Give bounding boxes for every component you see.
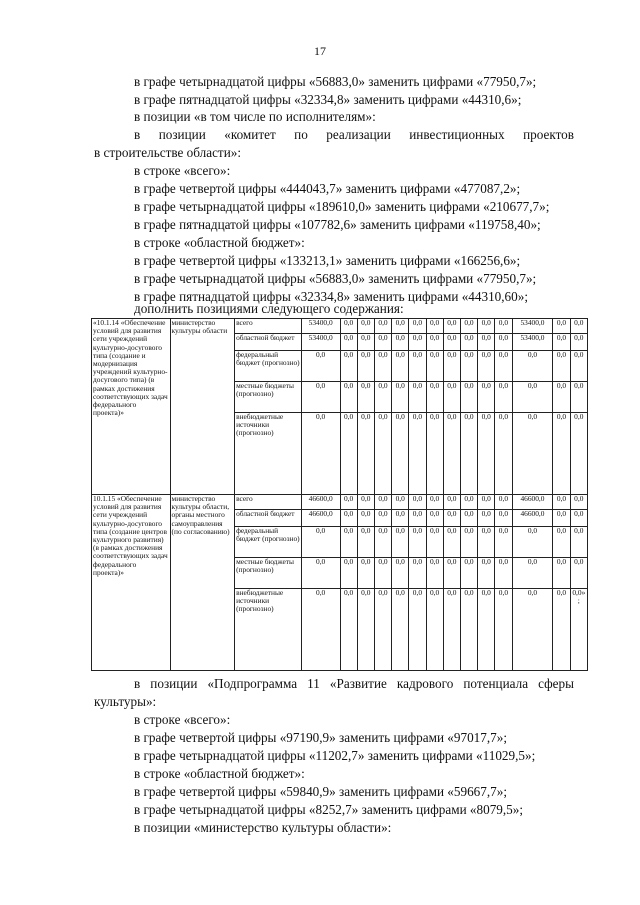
value-cell: 0,0: [409, 334, 426, 351]
value-cell: 0,0: [392, 413, 409, 495]
measure-name-cell: «10.1.14 «Обеспечение условий для развития сети учреждений культурно-досугового типа (создание и модернизация учреждений культурно-досугового типа) (в рамках достижения соответствующих задач федерального проекта)»: [92, 319, 171, 495]
value-cell: 0,0: [426, 495, 443, 510]
value-cell: 0,0: [553, 527, 570, 558]
value-cell: 46600,0: [512, 510, 553, 527]
value-cell: 0,0»;: [570, 589, 587, 671]
value-cell: 0,0: [340, 334, 357, 351]
value-cell: 0,0: [570, 334, 587, 351]
value-cell: 0,0: [553, 510, 570, 527]
value-cell: 0,0: [570, 351, 587, 382]
value-cell: 0,0: [374, 382, 391, 413]
value-cell: 0,0: [374, 510, 391, 527]
value-cell: 0,0: [553, 319, 570, 334]
value-cell: 0,0: [478, 527, 495, 558]
funding-source-cell: внебюджетные источники (прогнозно): [235, 589, 302, 671]
value-cell: 0,0: [374, 558, 391, 589]
value-cell: 0,0: [478, 413, 495, 495]
value-cell: 0,0: [357, 527, 374, 558]
value-cell: 0,0: [392, 558, 409, 589]
total-cell: 0,0: [301, 382, 340, 413]
responsible-cell: министерство культуры области, органы местного самоуправления (по согласованию): [170, 495, 235, 671]
value-cell: 0,0: [392, 334, 409, 351]
value-cell: 0,0: [426, 510, 443, 527]
value-cell: 0,0: [460, 510, 477, 527]
text-line: в графе пятнадцатой цифры «32334,8» заменить цифрами «44310,60»;: [134, 289, 529, 304]
value-cell: 0,0: [570, 510, 587, 527]
value-cell: 0,0: [409, 589, 426, 671]
value-cell: 0,0: [495, 382, 512, 413]
value-cell: 0,0: [460, 413, 477, 495]
text-line: в строке «областной бюджет»:: [134, 235, 305, 250]
value-cell: 0,0: [443, 382, 460, 413]
value-cell: 0,0: [357, 351, 374, 382]
text-line: в позиции «в том числе по исполнителям»:: [134, 109, 376, 124]
value-cell: 0,0: [460, 351, 477, 382]
total-cell: 53400,0: [301, 319, 340, 334]
value-cell: 0,0: [478, 589, 495, 671]
value-cell: 0,0: [478, 495, 495, 510]
value-cell: 0,0: [443, 319, 460, 334]
value-cell: 53400,0: [512, 319, 553, 334]
value-cell: 0,0: [570, 413, 587, 495]
value-cell: 0,0: [340, 495, 357, 510]
value-cell: 0,0: [478, 558, 495, 589]
funding-source-cell: внебюджетные источники (прогнозно): [235, 413, 302, 495]
text-line: в позиции «министерство культуры области»:: [134, 820, 392, 835]
text-line: культуры»:: [94, 694, 157, 709]
text-line: в графе четырнадцатой цифры «56883,0» заменить цифрами «77950,7»;: [134, 74, 537, 89]
text-line: в графе пятнадцатой цифры «32334,8» заменить цифрами «44310,6»;: [134, 92, 522, 107]
value-cell: 0,0: [392, 382, 409, 413]
value-cell: 0,0: [374, 319, 391, 334]
value-cell: 0,0: [426, 589, 443, 671]
value-cell: 0,0: [409, 495, 426, 510]
value-cell: 0,0: [357, 319, 374, 334]
value-cell: 0,0: [374, 351, 391, 382]
value-cell: 0,0: [495, 413, 512, 495]
text-line: в строке «всего»:: [134, 712, 231, 727]
funding-source-cell: местные бюджеты (прогнозно): [235, 382, 302, 413]
total-cell: 53400,0: [301, 334, 340, 351]
value-cell: 53400,0: [512, 334, 553, 351]
value-cell: 0,0: [570, 382, 587, 413]
value-cell: 0,0: [495, 510, 512, 527]
value-cell: 0,0: [357, 558, 374, 589]
value-cell: 0,0: [409, 413, 426, 495]
value-cell: 0,0: [460, 589, 477, 671]
table-row: [92, 495, 588, 510]
value-cell: 0,0: [426, 527, 443, 558]
value-cell: 0,0: [570, 495, 587, 510]
value-cell: 0,0: [426, 351, 443, 382]
value-cell: 0,0: [340, 558, 357, 589]
value-cell: 0,0: [460, 527, 477, 558]
value-cell: 0,0: [553, 334, 570, 351]
value-cell: 0,0: [340, 382, 357, 413]
value-cell: 0,0: [340, 589, 357, 671]
value-cell: 0,0: [512, 382, 553, 413]
value-cell: 0,0: [426, 334, 443, 351]
text-line: в графе пятнадцатой цифры «107782,6» заменить цифрами «119758,40»;: [134, 217, 541, 232]
value-cell: 0,0: [495, 589, 512, 671]
value-cell: 0,0: [553, 382, 570, 413]
value-cell: 0,0: [460, 495, 477, 510]
value-cell: 0,0: [392, 510, 409, 527]
funding-source-cell: областной бюджет: [235, 510, 302, 527]
value-cell: 0,0: [340, 527, 357, 558]
text-line: в графе четвертой цифры «97190,9» заменить цифрами «97017,7»;: [134, 730, 508, 745]
value-cell: 0,0: [553, 589, 570, 671]
text-line: в графе четвертой цифры «133213,1» заменить цифрами «166256,6»;: [134, 253, 521, 268]
value-cell: 0,0: [409, 527, 426, 558]
value-cell: 0,0: [570, 319, 587, 334]
value-cell: 0,0: [409, 351, 426, 382]
value-cell: 0,0: [392, 351, 409, 382]
value-cell: 0,0: [553, 558, 570, 589]
total-cell: 46600,0: [301, 495, 340, 510]
value-cell: 0,0: [357, 495, 374, 510]
value-cell: 0,0: [460, 382, 477, 413]
funding-source-cell: всего: [235, 495, 302, 510]
text-line: в графе четырнадцатой цифры «8252,7» заменить цифрами «8079,5»;: [134, 802, 524, 817]
value-cell: 0,0: [478, 382, 495, 413]
measure-name-cell: 10.1.15 «Обеспечение условий для развития сети учреждений культурно-досугового типа (создание центров культурного развития) (в рамках достижения соответствующих задач федерального проекта)»: [92, 495, 171, 671]
value-cell: 0,0: [570, 527, 587, 558]
total-cell: 0,0: [301, 527, 340, 558]
value-cell: 0,0: [443, 334, 460, 351]
value-cell: 0,0: [495, 527, 512, 558]
text-line: в графе четвертой цифры «59840,9» заменить цифрами «59667,7»;: [134, 784, 508, 799]
responsible-cell: министерство культуры области: [170, 319, 235, 495]
funding-source-cell: местные бюджеты (прогнозно): [235, 558, 302, 589]
value-cell: 0,0: [512, 527, 553, 558]
value-cell: 0,0: [409, 382, 426, 413]
value-cell: 0,0: [495, 334, 512, 351]
value-cell: 0,0: [392, 589, 409, 671]
value-cell: 0,0: [409, 319, 426, 334]
funding-source-cell: федеральный бюджет (прогнозно): [235, 351, 302, 382]
text-line: в позиции «комитет по реализации инвестиционных проектов: [134, 127, 574, 142]
value-cell: 0,0: [460, 558, 477, 589]
value-cell: 0,0: [512, 558, 553, 589]
value-cell: 0,0: [443, 351, 460, 382]
value-cell: 0,0: [512, 413, 553, 495]
value-cell: 0,0: [512, 589, 553, 671]
value-cell: 0,0: [478, 351, 495, 382]
funding-source-cell: всего: [235, 319, 302, 334]
value-cell: 0,0: [553, 413, 570, 495]
value-cell: 0,0: [553, 351, 570, 382]
value-cell: 0,0: [443, 527, 460, 558]
value-cell: 0,0: [340, 351, 357, 382]
text-line: в строке «областной бюджет»:: [134, 766, 305, 781]
text-line: дополнить позициями следующего содержания:: [134, 301, 404, 316]
value-cell: 0,0: [495, 351, 512, 382]
value-cell: 0,0: [409, 510, 426, 527]
value-cell: 0,0: [357, 413, 374, 495]
value-cell: 0,0: [426, 413, 443, 495]
value-cell: 0,0: [495, 558, 512, 589]
value-cell: 0,0: [570, 558, 587, 589]
table-row: [92, 319, 588, 334]
value-cell: 0,0: [443, 495, 460, 510]
total-cell: 0,0: [301, 351, 340, 382]
text-line: в графе четырнадцатой цифры «56883,0» заменить цифрами «77950,7»;: [134, 271, 537, 286]
value-cell: 0,0: [340, 413, 357, 495]
text-line: в строке «всего»:: [134, 163, 231, 178]
value-cell: 0,0: [357, 589, 374, 671]
value-cell: 0,0: [374, 334, 391, 351]
value-cell: 0,0: [426, 319, 443, 334]
value-cell: 0,0: [357, 334, 374, 351]
value-cell: 0,0: [478, 334, 495, 351]
page-number: 17: [314, 44, 326, 58]
total-cell: 46600,0: [301, 510, 340, 527]
value-cell: 0,0: [478, 510, 495, 527]
value-cell: 0,0: [340, 510, 357, 527]
value-cell: 0,0: [460, 334, 477, 351]
value-cell: 0,0: [426, 382, 443, 413]
text-line: в строительстве области»:: [94, 145, 242, 160]
value-cell: 0,0: [553, 495, 570, 510]
value-cell: 0,0: [357, 382, 374, 413]
value-cell: 0,0: [443, 510, 460, 527]
total-cell: 0,0: [301, 413, 340, 495]
value-cell: 0,0: [460, 319, 477, 334]
budget-table: [91, 318, 588, 671]
value-cell: 0,0: [374, 527, 391, 558]
value-cell: 0,0: [495, 319, 512, 334]
value-cell: 0,0: [495, 495, 512, 510]
value-cell: 0,0: [443, 558, 460, 589]
value-cell: 0,0: [357, 510, 374, 527]
text-line: в графе четырнадцатой цифры «11202,7» заменить цифрами «11029,5»;: [134, 748, 536, 763]
value-cell: 0,0: [478, 319, 495, 334]
value-cell: 0,0: [340, 319, 357, 334]
total-cell: 0,0: [301, 589, 340, 671]
value-cell: 0,0: [409, 558, 426, 589]
value-cell: 0,0: [392, 319, 409, 334]
text-line: в графе четырнадцатой цифры «189610,0» заменить цифрами «210677,7»;: [134, 199, 550, 214]
value-cell: 0,0: [374, 495, 391, 510]
value-cell: 0,0: [443, 413, 460, 495]
value-cell: 0,0: [374, 413, 391, 495]
funding-source-cell: областной бюджет: [235, 334, 302, 351]
value-cell: 0,0: [392, 527, 409, 558]
value-cell: 0,0: [426, 558, 443, 589]
total-cell: 0,0: [301, 558, 340, 589]
text-line: в позиции «Подпрограмма 11 «Развитие кадрового потенциала сферы: [134, 676, 574, 691]
funding-source-cell: федеральный бюджет (прогнозно): [235, 527, 302, 558]
text-line: в графе четвертой цифры «444043,7» заменить цифрами «477087,2»;: [134, 181, 521, 196]
value-cell: 0,0: [512, 351, 553, 382]
value-cell: 0,0: [392, 495, 409, 510]
value-cell: 46600,0: [512, 495, 553, 510]
value-cell: 0,0: [374, 589, 391, 671]
value-cell: 0,0: [443, 589, 460, 671]
